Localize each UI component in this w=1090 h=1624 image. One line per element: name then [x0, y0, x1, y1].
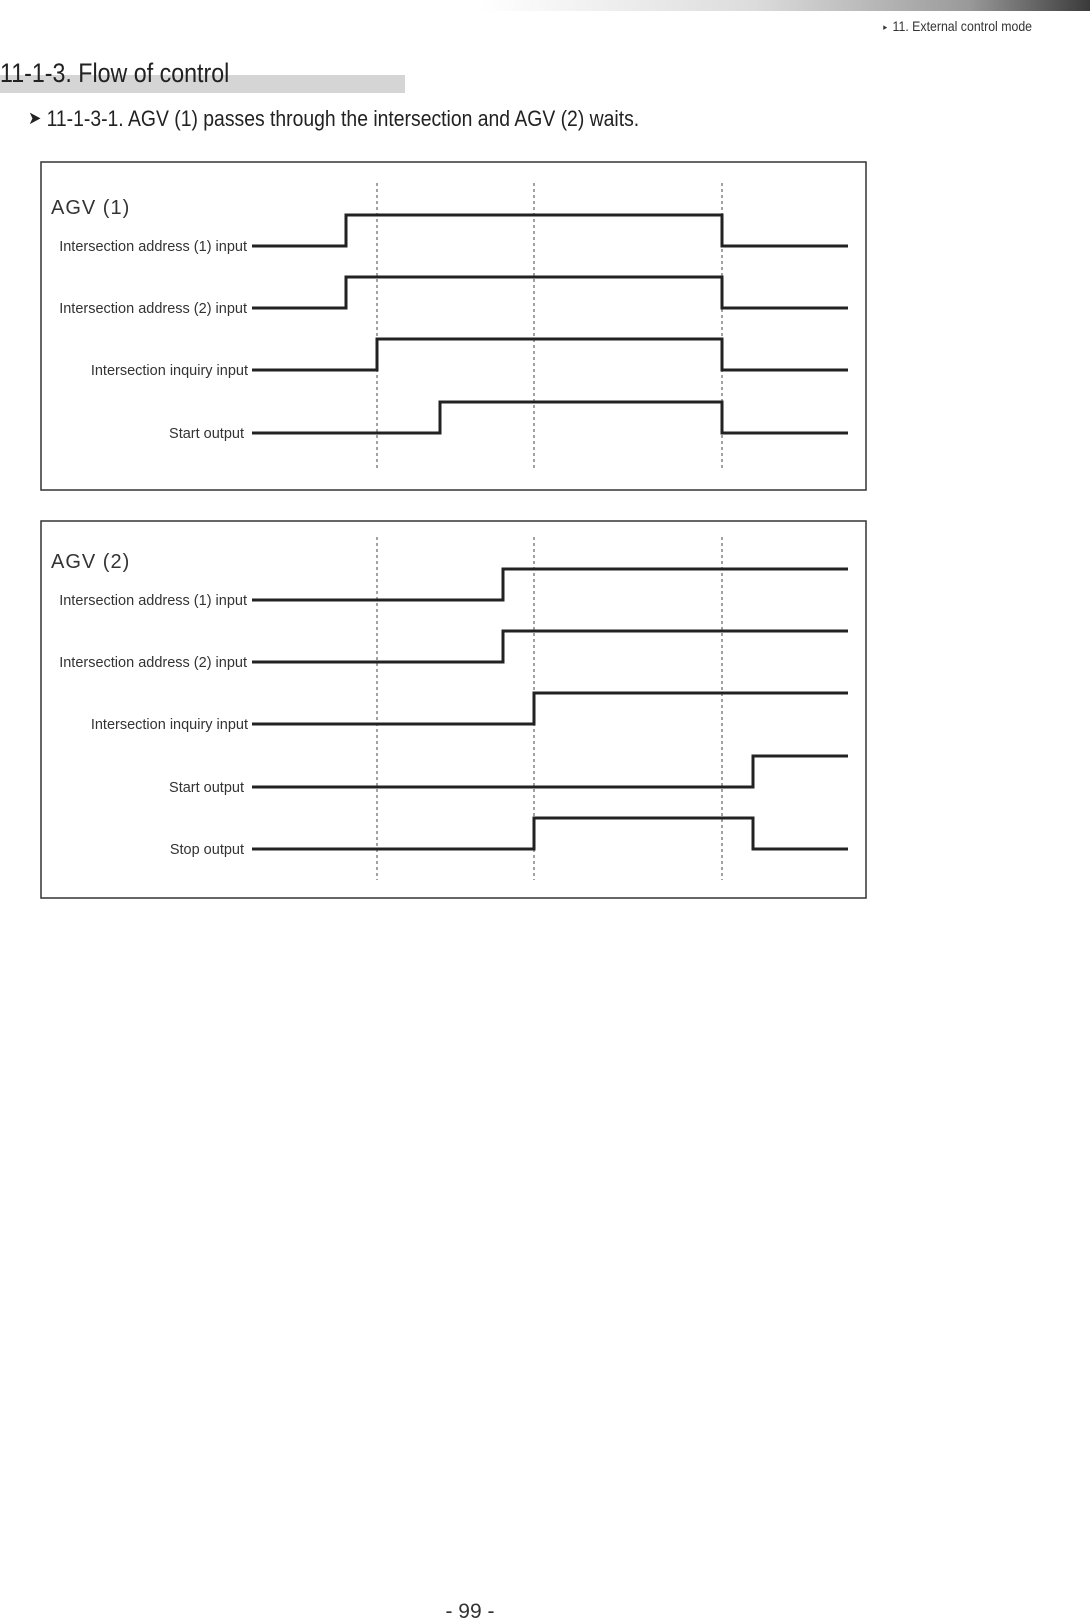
agv2-signal-waveform-5 — [252, 818, 848, 849]
agv2-signal-label-4: Start output — [169, 780, 244, 796]
agv1-signal-label-3: Intersection inquiry input — [90, 363, 248, 379]
agv1-signal-label-1: Intersection address (1) input — [59, 239, 247, 255]
agv1-panel — [41, 162, 866, 490]
agv2-signal-label-2: Intersection address (2) input — [59, 655, 247, 671]
agv1-signal-waveform-3 — [252, 339, 848, 370]
triangle-bullet-icon: ▸ — [883, 22, 888, 32]
agv1-signal-waveform-2 — [252, 277, 848, 308]
agv2-signal-label-5: Stop output — [169, 842, 244, 858]
agv2-signal-waveform-1 — [252, 569, 848, 600]
agv2-panel — [41, 521, 866, 898]
agv2-title: AGV (2) — [51, 551, 131, 573]
agv1-signal-waveform-1 — [252, 215, 848, 246]
page-number: - 99 - — [445, 1600, 495, 1623]
agv1-signal-label-4: Start output — [169, 426, 244, 442]
agv2-signal-waveform-3 — [252, 693, 848, 724]
agv2-signal-label-1: Intersection address (1) input — [59, 593, 247, 609]
arrow-bullet-icon: ➤ — [28, 108, 42, 128]
section-title: 11-1-3. Flow of control — [0, 58, 230, 88]
agv1-signal-waveform-4 — [252, 402, 848, 433]
agv2-signals — [59, 569, 848, 858]
agv2-guide-lines — [377, 537, 722, 880]
agv1-title: AGV (1) — [51, 197, 131, 219]
agv1-guide-lines — [377, 183, 722, 468]
agv1-signal-label-2: Intersection address (2) input — [59, 301, 247, 317]
agv2-signal-label-3: Intersection inquiry input — [90, 717, 248, 733]
running-header-text: 11. External control mode — [892, 18, 1032, 34]
agv2-signal-waveform-2 — [252, 631, 848, 662]
agv1-signals — [59, 215, 848, 442]
subsection-text: 11-1-3-1. AGV (1) passes through the intersection and AGV (2) waits. — [46, 106, 640, 131]
agv2-signal-waveform-4 — [252, 756, 848, 787]
